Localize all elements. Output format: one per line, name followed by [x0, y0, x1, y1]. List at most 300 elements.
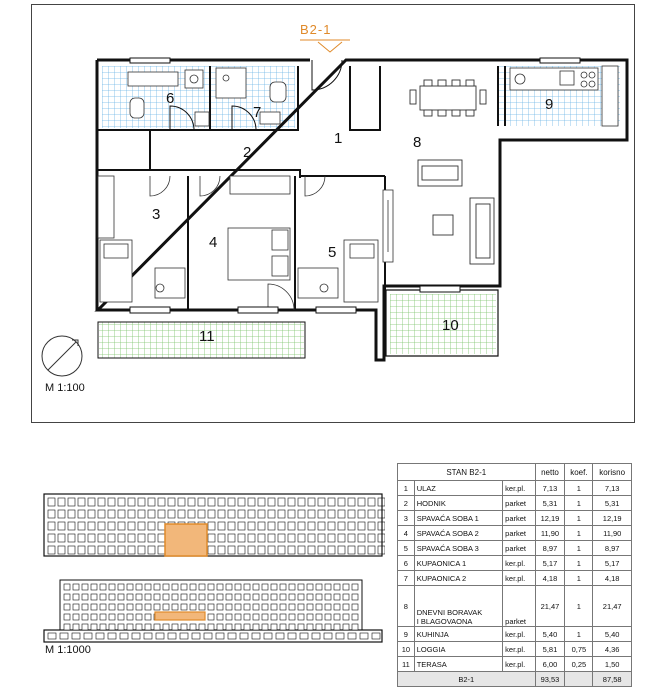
elevation-window	[262, 624, 268, 630]
elevation-window	[226, 624, 232, 630]
elevation-window	[217, 604, 223, 610]
elevation-window	[217, 614, 223, 620]
ground-window	[180, 633, 188, 639]
netto-area: 4,18	[535, 571, 565, 586]
elevation-window	[244, 614, 250, 620]
elevation-window	[82, 624, 88, 630]
netto-area: 5,81	[535, 642, 565, 657]
elevation-window	[208, 614, 214, 620]
elevation-window	[352, 584, 358, 590]
room-name: KUHINJA	[414, 627, 502, 642]
elevation-window	[352, 604, 358, 610]
room-number-4: 4	[209, 234, 218, 251]
usable-area: 11,90	[593, 526, 632, 541]
elevation-window	[82, 594, 88, 600]
elevation-window	[244, 604, 250, 610]
elevation-window	[352, 594, 358, 600]
tv-cabinet	[383, 190, 393, 262]
elevation-window	[136, 594, 142, 600]
elevation-window	[271, 604, 277, 610]
elevation-window	[298, 614, 304, 620]
room-name: HODNIK	[414, 496, 502, 511]
dining-table	[410, 80, 486, 116]
elevation-window	[91, 604, 97, 610]
elevation-window	[136, 604, 142, 610]
elevation-window	[181, 594, 187, 600]
elevation-window	[100, 604, 106, 610]
ground-window	[60, 633, 68, 639]
room-number-9: 9	[545, 96, 554, 113]
elevation-window	[217, 594, 223, 600]
coefficient: 1	[565, 556, 593, 571]
key-plan	[40, 488, 385, 648]
elevation-window	[73, 584, 79, 590]
floor-type: ker.pl.	[503, 642, 535, 657]
elevation-window	[352, 614, 358, 620]
room-name: SPAVAĆA SOBA 1	[414, 511, 502, 526]
elevation-window	[91, 584, 97, 590]
floor-type: ker.pl.	[503, 657, 535, 672]
elevation-window	[334, 614, 340, 620]
elevation-window	[73, 604, 79, 610]
elevation-window	[100, 594, 106, 600]
elevation-window	[172, 604, 178, 610]
floor-type: parket	[503, 586, 535, 627]
netto-area: 5,31	[535, 496, 565, 511]
row-number: 6	[398, 556, 415, 571]
elevation-window	[226, 584, 232, 590]
ground-window	[84, 633, 92, 639]
elevation-window	[325, 584, 331, 590]
elevation-window	[145, 584, 151, 590]
netto-area: 6,00	[535, 657, 565, 672]
ground-window	[336, 633, 344, 639]
room-number-2: 2	[243, 144, 252, 161]
elevation-window	[154, 594, 160, 600]
room-name-line: DNEVNI BORAVAK	[416, 608, 483, 617]
room-name: KUPAONICA 1	[414, 556, 502, 571]
elevation-window	[190, 594, 196, 600]
elevation-window	[208, 624, 214, 630]
elevation-window	[91, 624, 97, 630]
area-table	[397, 463, 632, 687]
elevation-window	[235, 624, 241, 630]
elevation-window	[145, 594, 151, 600]
elevation-window	[217, 624, 223, 630]
elevation-window	[118, 584, 124, 590]
elevation-window	[127, 594, 133, 600]
sofa	[418, 160, 494, 264]
elevation-window	[199, 594, 205, 600]
elevation-window	[253, 614, 259, 620]
elevation-window	[271, 614, 277, 620]
row-number: 7	[398, 571, 415, 586]
ground-window	[156, 633, 164, 639]
ground-window	[348, 633, 356, 639]
elevation-window	[118, 624, 124, 630]
usable-area: 5,40	[593, 627, 632, 642]
ground-window	[192, 633, 200, 639]
elevation-window	[82, 614, 88, 620]
ground-window	[252, 633, 260, 639]
elevation-window	[181, 604, 187, 610]
table-row	[398, 627, 632, 642]
elevation-window	[208, 594, 214, 600]
elevation-window	[307, 594, 313, 600]
elevation-window	[190, 624, 196, 630]
elevation-window	[64, 624, 70, 630]
elevation-window	[271, 624, 277, 630]
netto-area: 8,97	[535, 541, 565, 556]
elevation-window	[244, 624, 250, 630]
room-name: SPAVAĆA SOBA 2	[414, 526, 502, 541]
col-koef: koef.	[565, 464, 593, 481]
floor-type: parket	[503, 526, 535, 541]
room-name: KUPAONICA 2	[414, 571, 502, 586]
elevation-window	[163, 604, 169, 610]
elevation-window	[82, 584, 88, 590]
elevation-window	[136, 624, 142, 630]
elevation-window	[325, 624, 331, 630]
table-row	[398, 586, 632, 627]
elevation-window	[307, 614, 313, 620]
coefficient: 1	[565, 481, 593, 496]
usable-area: 5,31	[593, 496, 632, 511]
room-name-line: I BLAGOVAONA	[416, 617, 473, 626]
elevation-window	[235, 604, 241, 610]
room-number-6: 6	[166, 90, 175, 107]
table-header-row	[398, 464, 632, 481]
elevation-window	[298, 584, 304, 590]
elevation-window	[307, 604, 313, 610]
row-number: 2	[398, 496, 415, 511]
elevation-window	[100, 584, 106, 590]
coefficient: 1	[565, 627, 593, 642]
netto-area: 21,47	[535, 586, 565, 627]
row-number: 1	[398, 481, 415, 496]
unit-highlight-elevation	[155, 612, 205, 620]
elevation-window	[73, 624, 79, 630]
coefficient: 0,25	[565, 657, 593, 672]
ground-window	[48, 633, 56, 639]
elevation-window	[289, 604, 295, 610]
elevation-window	[208, 604, 214, 610]
elevation-window	[118, 614, 124, 620]
total-netto: 93,53	[535, 672, 565, 687]
usable-area: 4,36	[593, 642, 632, 657]
elevation-window	[118, 594, 124, 600]
coefficient: 1	[565, 541, 593, 556]
elevation-window	[190, 584, 196, 590]
elevation-window	[289, 614, 295, 620]
elevation-window	[64, 604, 70, 610]
elevation-window	[325, 614, 331, 620]
room-number-11: 11	[199, 328, 215, 345]
room-number-3: 3	[152, 206, 161, 223]
table-row	[398, 511, 632, 526]
row-number: 8	[398, 586, 415, 627]
bedroom-3-furniture	[98, 176, 185, 302]
elevation-window	[109, 584, 115, 590]
elevation-window	[163, 624, 169, 630]
elevation-window	[127, 614, 133, 620]
elevation-window	[91, 614, 97, 620]
elevation-window	[118, 604, 124, 610]
unit-label: B2-1	[300, 22, 332, 37]
floor-type: ker.pl.	[503, 627, 535, 642]
elevation-window	[154, 604, 160, 610]
elevation-window	[64, 594, 70, 600]
elevation-window	[82, 604, 88, 610]
elevation-window	[289, 624, 295, 630]
elevation-window	[172, 624, 178, 630]
ground-window	[144, 633, 152, 639]
elevation-window	[289, 584, 295, 590]
elevation-window	[316, 594, 322, 600]
elevation-window	[343, 604, 349, 610]
usable-area: 1,50	[593, 657, 632, 672]
elevation-window	[145, 604, 151, 610]
ground-window	[96, 633, 104, 639]
table-row	[398, 541, 632, 556]
usable-area: 12,19	[593, 511, 632, 526]
elevation-window	[343, 584, 349, 590]
elevation-window	[208, 584, 214, 590]
ground-window	[372, 633, 380, 639]
netto-area: 12,19	[535, 511, 565, 526]
room-name	[414, 586, 502, 627]
elevation-window	[253, 624, 259, 630]
elevation-window	[325, 604, 331, 610]
table-row	[398, 556, 632, 571]
elevation-window	[244, 594, 250, 600]
ground-window	[120, 633, 128, 639]
elevation-window	[244, 584, 250, 590]
elevation-window	[100, 624, 106, 630]
elevation-window	[73, 594, 79, 600]
entrance-door	[312, 60, 342, 90]
elevation-window	[271, 584, 277, 590]
floor-type: ker.pl.	[503, 571, 535, 586]
floor-type: ker.pl.	[503, 556, 535, 571]
row-number: 11	[398, 657, 415, 672]
room-name: LOGGIA	[414, 642, 502, 657]
elevation-window	[235, 614, 241, 620]
floor-type: parket	[503, 541, 535, 556]
elevation-window	[235, 594, 241, 600]
total-korisno: 87,58	[593, 672, 632, 687]
netto-area: 5,40	[535, 627, 565, 642]
elevation-window	[298, 594, 304, 600]
usable-area: 21,47	[593, 586, 632, 627]
room-name: SPAVAĆA SOBA 3	[414, 541, 502, 556]
elevation-window	[181, 624, 187, 630]
ground-window	[300, 633, 308, 639]
room-name: TERASA	[414, 657, 502, 672]
elevation-window	[145, 624, 151, 630]
elevation-window	[262, 584, 268, 590]
north-arrow-icon	[42, 336, 82, 376]
elevation-window	[307, 624, 313, 630]
elevation-window	[280, 594, 286, 600]
elevation-window	[64, 614, 70, 620]
ground-window	[240, 633, 248, 639]
elevation-window	[298, 604, 304, 610]
elevation-window	[352, 624, 358, 630]
elevation-window	[316, 604, 322, 610]
elevation-window	[280, 604, 286, 610]
coefficient: 1	[565, 586, 593, 627]
room-number-8: 8	[413, 134, 422, 151]
elevation-window	[172, 584, 178, 590]
ground-window	[204, 633, 212, 639]
elevation-window	[316, 624, 322, 630]
elevation-window	[343, 624, 349, 630]
netto-area: 5,17	[535, 556, 565, 571]
elevation-window	[163, 584, 169, 590]
coefficient: 1	[565, 526, 593, 541]
room-number-10: 10	[442, 317, 459, 334]
floor-type: parket	[503, 511, 535, 526]
coefficient: 1	[565, 571, 593, 586]
row-number: 3	[398, 511, 415, 526]
room-number-1: 1	[334, 130, 343, 147]
room-name: ULAZ	[414, 481, 502, 496]
elevation-window	[154, 584, 160, 590]
key-plan-elevation	[44, 580, 382, 642]
coefficient: 0,75	[565, 642, 593, 657]
room-number-5: 5	[328, 244, 337, 261]
elevation-window	[235, 584, 241, 590]
netto-area: 11,90	[535, 526, 565, 541]
elevation-window	[73, 614, 79, 620]
ground-window	[264, 633, 272, 639]
table-title: STAN B2-1	[398, 464, 536, 481]
elevation-window	[298, 624, 304, 630]
elevation-window	[127, 584, 133, 590]
unit-marker	[300, 40, 350, 52]
elevation-window	[136, 584, 142, 590]
elevation-window	[316, 614, 322, 620]
elevation-window	[280, 584, 286, 590]
room-number-7: 7	[253, 104, 262, 121]
usable-area: 5,17	[593, 556, 632, 571]
ground-window	[216, 633, 224, 639]
elevation-window	[280, 624, 286, 630]
elevation-window	[226, 594, 232, 600]
elevation-window	[253, 584, 259, 590]
elevation-window	[109, 594, 115, 600]
elevation-window	[172, 594, 178, 600]
elevation-window	[343, 614, 349, 620]
elevation-window	[226, 614, 232, 620]
table-row	[398, 496, 632, 511]
floor-type: ker.pl.	[503, 481, 535, 496]
bedroom-5-furniture	[298, 176, 378, 302]
row-number: 10	[398, 642, 415, 657]
elevation-window	[127, 604, 133, 610]
elevation-window	[91, 594, 97, 600]
elevation-window	[262, 614, 268, 620]
elevation-window	[199, 624, 205, 630]
elevation-window	[217, 584, 223, 590]
elevation-window	[136, 614, 142, 620]
elevation-window	[199, 604, 205, 610]
elevation-window	[316, 584, 322, 590]
ground-window	[288, 633, 296, 639]
row-number: 4	[398, 526, 415, 541]
col-korisno: korisno	[593, 464, 632, 481]
elevation-window	[271, 594, 277, 600]
elevation-window	[190, 604, 196, 610]
table-total-row	[398, 672, 632, 687]
elevation-window	[307, 584, 313, 590]
ground-window	[324, 633, 332, 639]
ground-window	[132, 633, 140, 639]
elevation-window	[280, 614, 286, 620]
table-row	[398, 657, 632, 672]
elevation-window	[334, 594, 340, 600]
row-number: 5	[398, 541, 415, 556]
total-label: B2-1	[398, 672, 536, 687]
col-netto: netto	[535, 464, 565, 481]
elevation-window	[253, 594, 259, 600]
ground-window	[168, 633, 176, 639]
ground-window	[108, 633, 116, 639]
table-row	[398, 642, 632, 657]
floor-type: parket	[503, 496, 535, 511]
elevation-window	[334, 584, 340, 590]
ground-window	[228, 633, 236, 639]
ground-window	[72, 633, 80, 639]
elevation-window	[289, 594, 295, 600]
row-number: 9	[398, 627, 415, 642]
elevation-window	[64, 584, 70, 590]
ground-window	[312, 633, 320, 639]
elevation-window	[109, 624, 115, 630]
coefficient: 1	[565, 496, 593, 511]
table-row	[398, 481, 632, 496]
table-row	[398, 571, 632, 586]
elevation-window	[109, 614, 115, 620]
elevation-window	[145, 614, 151, 620]
ground-window	[276, 633, 284, 639]
elevation-window	[325, 594, 331, 600]
plan-scale: M 1:100	[45, 382, 85, 394]
elevation-window	[181, 584, 187, 590]
site-scale: M 1:1000	[45, 644, 91, 656]
elevation-window	[226, 604, 232, 610]
ground-window	[360, 633, 368, 639]
coefficient: 1	[565, 511, 593, 526]
usable-area: 8,97	[593, 541, 632, 556]
unit-highlight-top	[165, 524, 207, 556]
netto-area: 7,13	[535, 481, 565, 496]
elevation-window	[262, 604, 268, 610]
elevation-window	[334, 624, 340, 630]
key-plan-top-view	[44, 494, 385, 556]
elevation-window	[199, 584, 205, 590]
elevation-window	[253, 604, 259, 610]
elevation-window	[334, 604, 340, 610]
elevation-window	[343, 594, 349, 600]
table-row	[398, 526, 632, 541]
usable-area: 4,18	[593, 571, 632, 586]
elevation-window	[109, 604, 115, 610]
elevation-window	[163, 594, 169, 600]
elevation-window	[262, 594, 268, 600]
elevation-window	[100, 614, 106, 620]
